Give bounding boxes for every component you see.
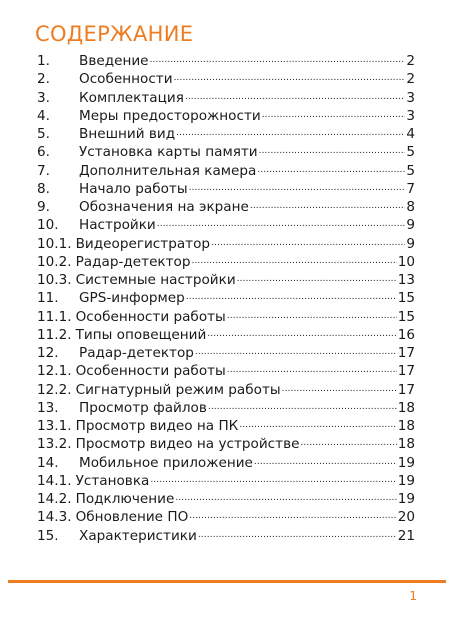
toc-dot-leader [282,382,397,394]
toc-entry-page: 19 [397,472,415,489]
toc-entry[interactable] [37,345,415,363]
footer-rule [8,580,446,583]
toc-entry[interactable] [37,71,415,89]
toc-entry-page: 9 [406,235,415,252]
toc-entry[interactable] [37,309,415,327]
toc-dot-leader [300,436,396,448]
toc-entry-page: 13 [397,272,415,288]
toc-entry-title: Просмотр видео на ПК [75,418,239,434]
toc-entry-page: 19 [397,454,415,471]
toc-entry-number: 12.1. [37,363,72,380]
toc-entry[interactable] [37,144,415,162]
toc-dot-leader [250,199,405,211]
toc-entry-number: 4. [37,107,50,124]
toc-dot-leader [150,473,396,485]
toc-dot-leader [254,455,397,467]
toc-dot-leader [185,90,405,102]
toc-entry-number: 12. [37,345,59,361]
toc-entry-number: 14.2. [37,491,72,507]
toc-entry[interactable] [37,181,415,199]
toc-entry-page: 15 [397,308,415,325]
toc-entry-title: Настройки [79,217,156,234]
toc-entry-page: 20 [397,509,415,526]
toc-dot-leader [157,217,406,229]
toc-entry[interactable] [37,272,415,290]
toc-entry-number: 14. [37,454,59,471]
toc-entry[interactable] [37,327,415,345]
toc-entry-number: 1. [37,53,50,69]
toc-dot-leader [176,126,405,138]
toc-entry[interactable] [37,217,415,235]
toc-entry[interactable] [37,455,415,473]
toc-entry-title: Типы оповещений [75,326,207,343]
toc-dot-leader [211,236,405,248]
toc-entry-page: 15 [397,290,415,307]
toc-entry[interactable] [37,163,415,181]
page-number: 1 [409,589,417,603]
toc-entry-number: 7. [37,162,50,179]
toc-dot-leader [227,363,397,375]
toc-entry-title: Установка [75,472,150,489]
toc-entry-number: 8. [37,180,50,197]
toc-entry-title: Особенности работы [75,363,226,380]
toc-entry[interactable] [37,90,415,108]
toc-entry-title: Видеорегистратор [75,235,211,252]
toc-dot-leader [175,491,396,503]
page-title: СОДЕРЖАНИЕ [35,22,194,46]
toc-entry-page: 4 [406,126,415,142]
toc-entry-page: 5 [406,162,415,179]
toc-entry-number: 14.3. [37,509,72,526]
toc-entry-page: 2 [406,53,415,69]
toc-entry-page: 16 [397,326,415,343]
toc-entry[interactable] [37,290,415,308]
toc-dot-leader [198,528,397,540]
toc-entry-page: 18 [397,436,415,453]
toc-entry-title: Начало работы [79,180,188,197]
toc-entry-number: 5. [37,126,50,142]
toc-entry-page: 5 [406,144,415,161]
toc-entry-title: Характеристики [79,527,197,544]
toc-entry-number: 15. [37,527,59,544]
toc-entry[interactable] [37,382,415,400]
toc-dot-leader [207,327,396,339]
toc-entry[interactable] [37,436,415,454]
toc-entry[interactable] [37,363,415,381]
toc-entry-page: 7 [406,180,415,197]
toc-dot-leader [195,345,397,357]
toc-entry-title: Просмотр файлов [79,399,207,416]
toc-entry-number: 10.3. [37,272,72,288]
toc-entry-title: Подключение [75,491,175,507]
toc-entry-title: Радар-детектор [79,345,194,361]
toc-entry[interactable] [37,509,415,527]
toc-dot-leader [208,400,397,412]
toc-entry-title: Меры предосторожности [79,107,261,124]
toc-entry-number: 14.1. [37,472,72,489]
toc-entry[interactable] [37,254,415,272]
toc-entry-page: 3 [406,89,415,106]
toc-entry-number: 3. [37,89,50,106]
toc-entry-number: 10. [37,217,59,234]
toc-dot-leader [262,108,406,120]
toc-entry-page: 2 [406,71,415,88]
toc-entry-title: Комплектация [79,89,184,106]
toc-entry[interactable] [37,400,415,418]
toc-entry-page: 9 [406,217,415,234]
toc-entry-title: Системные настройки [75,272,236,288]
toc-dot-leader [186,290,397,302]
toc-entry-number: 12.2. [37,381,72,398]
toc-entry-number: 10.1. [37,235,72,252]
toc-entry-page: 8 [406,199,415,215]
toc-entry-title: Установка карты памяти [79,144,258,161]
toc-entry-number: 9. [37,199,50,215]
toc-entry[interactable] [37,491,415,509]
toc-entry-page: 18 [397,418,415,434]
toc-entry-number: 11. [37,290,59,307]
toc-entry-title: Особенности [79,71,173,88]
toc-dot-leader [192,254,397,266]
toc-entry-title: Сигнатурный режим работы [75,381,281,398]
toc-entry[interactable] [37,418,415,436]
toc-dot-leader [239,418,396,430]
toc-entry-number: 6. [37,144,50,161]
toc-entry-title: Внешний вид [79,126,176,142]
toc-entry-title: Особенности работы [75,308,226,325]
toc-entry-page: 3 [406,107,415,124]
toc-dot-leader [257,163,405,175]
toc-entry-number: 11.2. [37,326,72,343]
toc-dot-leader [189,181,406,193]
toc-entry-number: 11.1. [37,308,72,325]
toc-entry-page: 19 [397,491,415,507]
toc-entry-title: GPS-информер [79,290,185,307]
toc-entry-number: 13.1. [37,418,72,434]
toc-entry[interactable] [37,53,415,71]
toc-entry[interactable] [37,126,415,144]
toc-dot-leader [150,53,406,65]
toc-dot-leader [259,144,406,156]
toc-entry-number: 13. [37,399,59,416]
toc-entry-number: 13.2. [37,436,72,453]
toc-dot-leader [237,272,397,284]
toc-entry-number: 2. [37,71,50,88]
toc-entry-title: Просмотр видео на устройстве [75,436,300,453]
toc-entry-page: 21 [397,527,415,544]
toc-entry-page: 17 [397,381,415,398]
toc-entry[interactable] [37,199,415,217]
toc-entry-title: Дополнительная камера [79,162,257,179]
toc-entry-number: 10.2. [37,253,72,270]
toc-entry-page: 18 [397,399,415,416]
toc-entry-page: 17 [397,345,415,361]
toc-dot-leader [227,309,397,321]
toc-entry-title: Введение [79,53,149,69]
table-of-contents [37,53,415,546]
toc-dot-leader [174,71,406,83]
toc-entry[interactable] [37,528,415,546]
toc-entry[interactable] [37,473,415,491]
toc-entry[interactable] [37,236,415,254]
toc-dot-leader [189,509,396,521]
toc-entry-page: 17 [397,363,415,380]
toc-entry-title: Мобильное приложение [79,454,253,471]
toc-entry[interactable] [37,108,415,126]
toc-entry-title: Обозначения на экране [79,199,249,215]
toc-entry-title: Обновление ПО [75,509,189,526]
toc-entry-page: 10 [397,253,415,270]
toc-entry-title: Радар-детектор [75,253,191,270]
